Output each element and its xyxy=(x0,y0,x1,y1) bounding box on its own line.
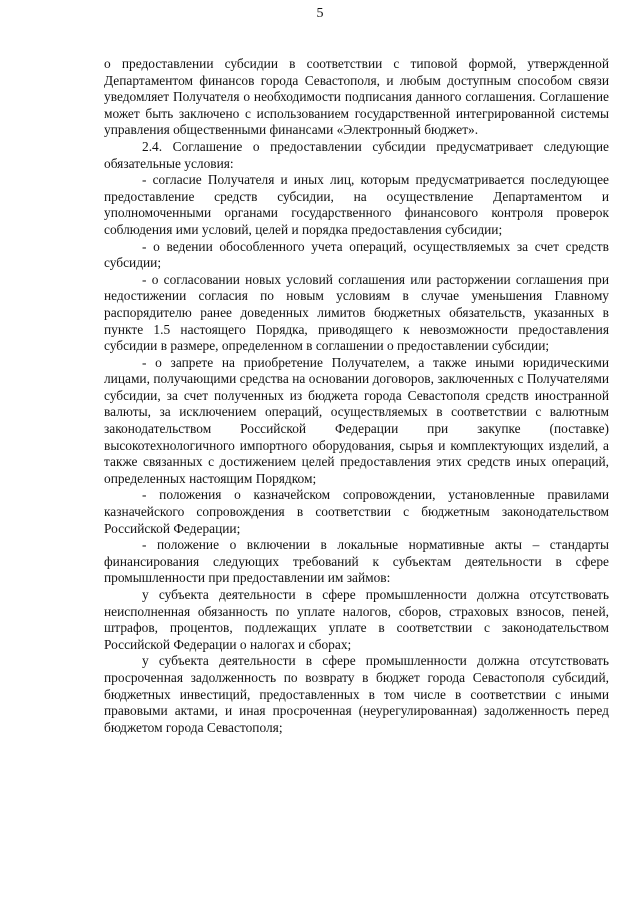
list-item-consent: - согласие Получателя и иных лиц, которым предусматривается последующее предоставление средств субсидии, на осуществление Департаментом и уполномоченными органами государственного финансового контроля проверок соблюдения ими условий, целей и порядка предоставления субсидии; xyxy=(104,172,609,237)
list-item-new-conditions: - о согласовании новых условий соглашения или расторжении соглашения при недостижении согласия по новым условиям в случае уменьшения Главному распорядителю ранее доведенных лимитов бюджетных обязательств, указанных в пункте 1.5 настоящего Порядка, приводящего к невозможности предоставления субсидии в размере, определенном в соглашении о предоставлении субсидии; xyxy=(104,271,609,354)
page-number: 5 xyxy=(316,6,324,21)
paragraph-continuation: о предоставлении субсидии в соответствии с типовой формой, утвержденной Департаментом финансов города Севастополя, и любым доступным способом связи уведомляет Получателя о необходимости подписания данного соглашения. Соглашение может быть заключено с использованием государственной интегрированной системы управления общественными финансами «Электронный бюджет». xyxy=(104,56,609,138)
list-item-currency-ban: - о запрете на приобретение Получателем, а также иными юридическими лицами, получающими средства на основании договоров, заключенных с Получателями субсидии, за счет полученных из бюджета города Севастополя средств иностранной валюты, за исключением операций, осуществляемых в соответствии с валютным законодательством Российской Федерации при закупке (поставке) высокотехнологичного импортного оборудования, сырья и комплектующих изделий, а также связанных с достижением целей предоставления этих средств иных операций, определенных настоящим Порядком; xyxy=(104,354,609,486)
list-item-local-acts: - положение о включении в локальные нормативные акты – стандарты финансирования следующих требований к субъектам деятельности в сфере промышленности при предоставлении им займов: xyxy=(104,537,609,586)
list-item-separate-accounting: - о ведении обособленного учета операций, осуществляемых за счет средств субсидии; xyxy=(104,238,609,271)
document-body xyxy=(104,56,609,736)
paragraph-tax-obligations: у субъекта деятельности в сфере промышленности должна отсутствовать неисполненная обязанность по уплате налогов, сборов, страховых взносов, пеней, штрафов, процентов, подлежащих уплате в соответствии с законодательством Российской Федерации о налогах и сборах; xyxy=(104,587,609,652)
list-item-treasury-support: - положения о казначейском сопровождении, установленные правилами казначейского сопровождения в соответствии с бюджетным законодательством Российской Федерации; xyxy=(104,487,609,536)
paragraph-overdue-debt: у субъекта деятельности в сфере промышленности должна отсутствовать просроченная задолженность по возврату в бюджет города Севастополя субсидий, бюджетных инвестиций, предоставленных в том числе в соответствии с иными правовыми актами, и иная просроченная (неурегулированная) задолженность перед бюджетом города Севастополя; xyxy=(104,653,609,735)
paragraph-clause-2-4: 2.4. Соглашение о предоставлении субсидии предусматривает следующие обязательные условия: xyxy=(104,138,609,171)
